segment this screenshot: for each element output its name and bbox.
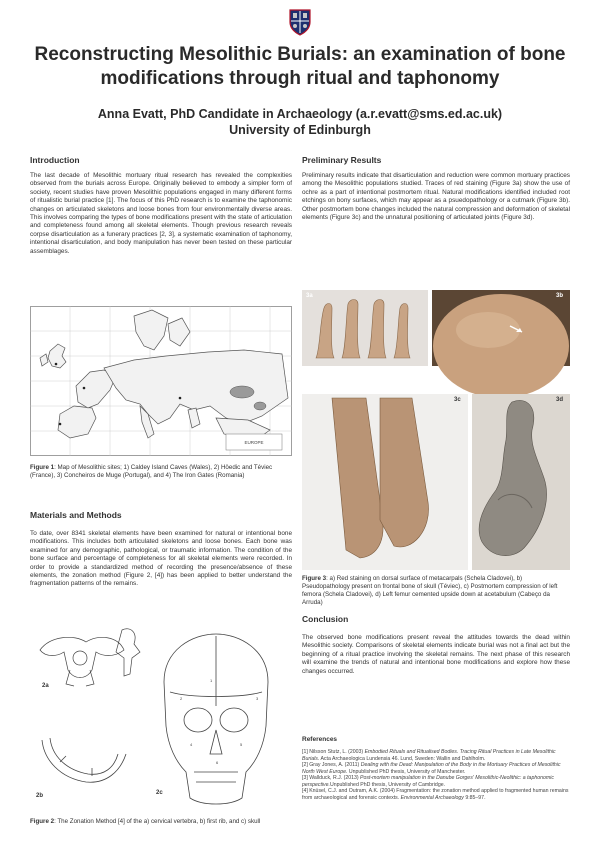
affiliation: University of Edinburgh (229, 123, 371, 137)
reference-item: [3] Wallduck, R.J. (2013) Post-mortem manipulation in the Danube Gorges' Mesolithic-Neolithic: a taphonomic perspective.Unpublished PhD thesis, University of Cambridge. (302, 775, 554, 788)
figure3d-label: 3d (556, 397, 564, 403)
conclusion-section (302, 614, 570, 676)
svg-text:4: 4 (190, 742, 193, 747)
reference-item: [4] Knüsel, C.J. and Outram, A.K. (2004) Fragmentation: the zonation method applied to fragmented human remains from archaeological and forensic contexts. Environmental Archaeology 9:85–97. (302, 788, 569, 801)
conclusion-heading: Conclusion (302, 614, 349, 624)
svg-text:2: 2 (180, 696, 183, 701)
conclusion-text: The observed bone modifications present reveal the attitudes towards the dead within Mesolithic society. Comparisons of skeletal elements indicate burial was not a final act but the beginning of a ritual practice involving the skeletal remains. The next phase of this research will examine the trends of natural and intentional bone modifications and explore how these changes occurred. (302, 634, 570, 675)
figure2-caption (30, 818, 292, 826)
introduction-heading: Introduction (30, 155, 80, 165)
methods-section (30, 510, 292, 589)
svg-text:6: 6 (216, 760, 219, 765)
university-crest-logo (288, 8, 312, 36)
figure3-caption-label: Figure 3 (302, 575, 327, 582)
figure3b-label: 3b (556, 293, 564, 299)
preliminary-heading: Preliminary Results (302, 155, 382, 165)
map-label-europe: EUROPE (244, 440, 264, 445)
zonation-method-figure (30, 622, 292, 812)
bone-photos-figure (302, 290, 570, 570)
figure2c-label: 2c (156, 790, 163, 796)
figure3-caption (302, 575, 570, 607)
figure1-caption-text: : Map of Mesolithic sites; 1) Caldey Island Caves (Wales), 2) Höedic and Téviec (France), 3) Concheiros de Muge (Portugal), and 4) The Iron Gates (Romania) (30, 464, 273, 479)
figure1-caption-label: Figure 1 (30, 464, 55, 471)
figure2-caption-label: Figure 2 (30, 818, 55, 825)
author-block (30, 106, 570, 138)
reference-item: [1] Nilsson Stutz, L. (2003) Embodied Rituals and Ritualised Bodies. Tracing Ritual Practices in Late Mesolithic Burials. Acta Archaeologica Lundensia 46. Lund, Sweden: Wallin and Dahlholm. (302, 749, 556, 762)
europe-map-figure (30, 306, 292, 456)
author-line: Anna Evatt, PhD Candidate in Archaeology (a.r.evatt@sms.ed.ac.uk) (97, 107, 503, 121)
figure2a-label: 2a (42, 683, 49, 689)
methods-text: To date, over 8341 skeletal elements have been examined for natural or intentional bone modifications. This includes both articulated skeletons and loose bones. Each bone was examined for any demographic, pathological, or traumatic information. The condition of the bone surface and percentage of completeness for all skeletal elements were recorded. In order to provide a standardized method of recording the presence/absence of these elements, the zonation method (Figure 2, [4]) has been applied to better understand the fragmentation patterns of the remains. (30, 530, 292, 588)
right-column (302, 155, 570, 222)
preliminary-text: Preliminary results indicate that disarticulation and reduction were common mortuary practices among the Mesolithic populations studied. Traces of red staining (Figure 3a) show the use of ochre as a part of intentional postmortem ritual. Natural modifications identified included root etchings on bony surfaces, which may appear as a psuedopathology or a cutmark (Figure 3b). Other postmortem bone changes included the natural compression and deformation of skeletal elements (Figure 3c) and the unnatural positioning of articulated joints (Figure 3d). (302, 172, 570, 222)
introduction-text: The last decade of Mesolithic mortuary ritual research has revealed the complexities observed from the burials across Europe. Originally believed to embody a simpler form of society, recent studies have proven Mesolithic populations engaged in many different forms of ritualistic burial practice [1]. The focus of this PhD research is to examine the taphonomic changes on articulated skeletons and loose bones from four environmentally diverse areas. This involves comparing the types of bone modifications present with the state of articulation and completeness found among all skeletal elements. Though previous research reveals corpse disarticulation as a funerary practices [2, 3], a systematic examination of taphonomy, intentional disarticulation, and body manipulation has never been tested on these particular assemblages. (30, 172, 292, 255)
references-heading: References (302, 736, 338, 743)
poster-title: Reconstructing Mesolithic Burials: an examination of bone modifications through ritual and taphonomy (34, 44, 566, 89)
skull-drawing (164, 634, 268, 804)
left-column (30, 155, 292, 256)
figure2-caption-text: : The Zonation Method [4] of the a) cervical vertebra, b) first rib, and c) skull (54, 818, 261, 825)
svg-text:3: 3 (256, 696, 259, 701)
figure3c-label: 3c (454, 397, 461, 403)
figure3a-label: 3a (306, 293, 313, 299)
svg-text:1: 1 (210, 678, 213, 683)
first-rib-drawing (42, 738, 126, 782)
figure2b-label: 2b (36, 793, 44, 799)
methods-heading: Materials and Methods (30, 510, 122, 520)
figure1-caption (30, 464, 292, 480)
figure3-caption-text: : a) Red staining on dorsal surface of metacarpals (Schela Cladovei), b) Pseudopathology present on frontal bone of skull (Téviec), c) Postmortem compression of left femora (Schela Cladovei), d) Left femur cemented upside down at acetabulum (Cabeço da Arruda) (302, 575, 558, 606)
reference-item: [2] Gray Jones, A. (2011) Dealing with the Dead: Manipulation of the Body in the Mortuary Practices of Mesolithic North West Europe. Unpublished PhD thesis, University of Manchester. (302, 762, 561, 775)
references-section (302, 736, 570, 801)
cervical-vertebra-drawing (40, 637, 124, 686)
svg-text:5: 5 (240, 742, 243, 747)
